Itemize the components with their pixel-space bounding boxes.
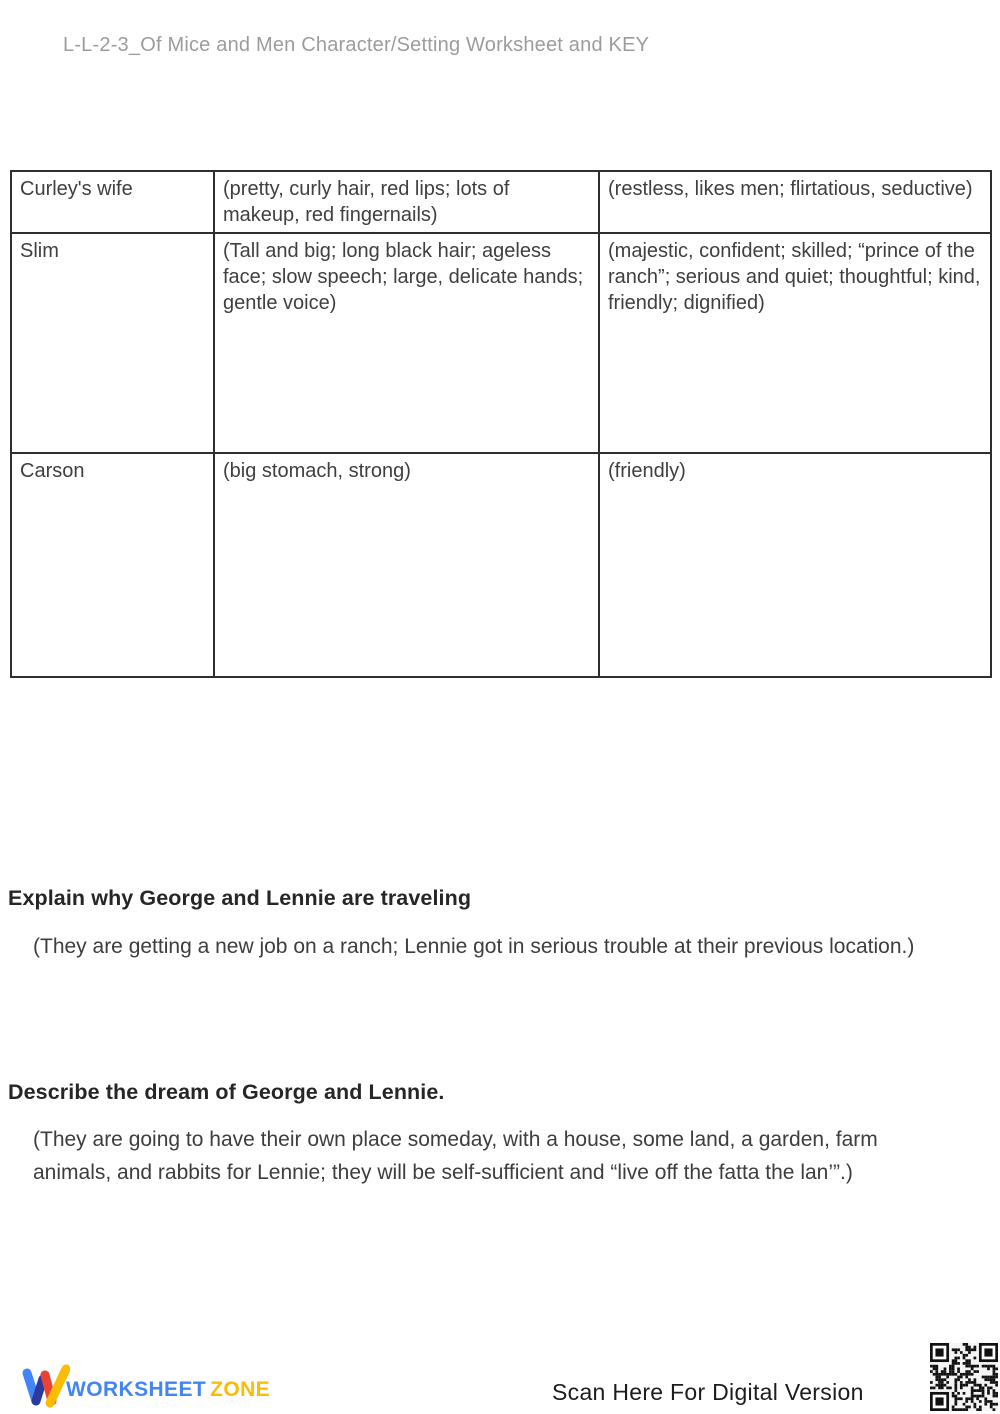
- character-name-cell: Curley's wife: [11, 171, 214, 233]
- question-prompt-dream: Describe the dream of George and Lennie.: [8, 1080, 445, 1104]
- question-prompt-traveling: Explain why George and Lennie are traveling: [8, 886, 472, 910]
- appearance-cell: (big stomach, strong): [214, 453, 599, 677]
- logo-word-zone: ZONE: [210, 1378, 271, 1401]
- scan-here-label: Scan Here For Digital Version: [552, 1379, 864, 1405]
- logo-word-worksheet: WORKSHEET: [66, 1378, 207, 1401]
- character-table: [10, 170, 992, 678]
- personality-cell: (restless, likes men; flirtatious, seductive): [599, 171, 991, 233]
- character-name-cell: Carson: [11, 453, 214, 677]
- table-row: [11, 171, 991, 233]
- personality-cell: (friendly): [599, 453, 991, 677]
- question-answer-dream: (They are going to have their own place someday, with a house, some land, a garden, farm animals, and rabbits for Lennie; they will be self-sufficient and “live off the fatta the lan’”.): [33, 1128, 878, 1184]
- worksheetzone-logo-icon: [20, 1361, 70, 1411]
- document-title: L-L-2-3_Of Mice and Men Character/Setting Worksheet and KEY: [63, 34, 650, 56]
- qr-code-icon: [930, 1343, 998, 1411]
- appearance-cell: (pretty, curly hair, red lips; lots of makeup, red fingernails): [214, 171, 599, 233]
- character-name-cell: Slim: [11, 233, 214, 453]
- personality-cell: (majestic, confident; skilled; “prince of the ranch”; serious and quiet; thoughtful; kind, friendly; dignified): [599, 233, 991, 453]
- question-answer-traveling: (They are getting a new job on a ranch; Lennie got in serious trouble at their previous location.): [33, 935, 915, 958]
- table-row: [11, 233, 991, 453]
- worksheetzone-logo-text: [66, 1378, 270, 1402]
- table-row: [11, 453, 991, 677]
- appearance-cell: (Tall and big; long black hair; ageless face; slow speech; large, delicate hands; gentle voice): [214, 233, 599, 453]
